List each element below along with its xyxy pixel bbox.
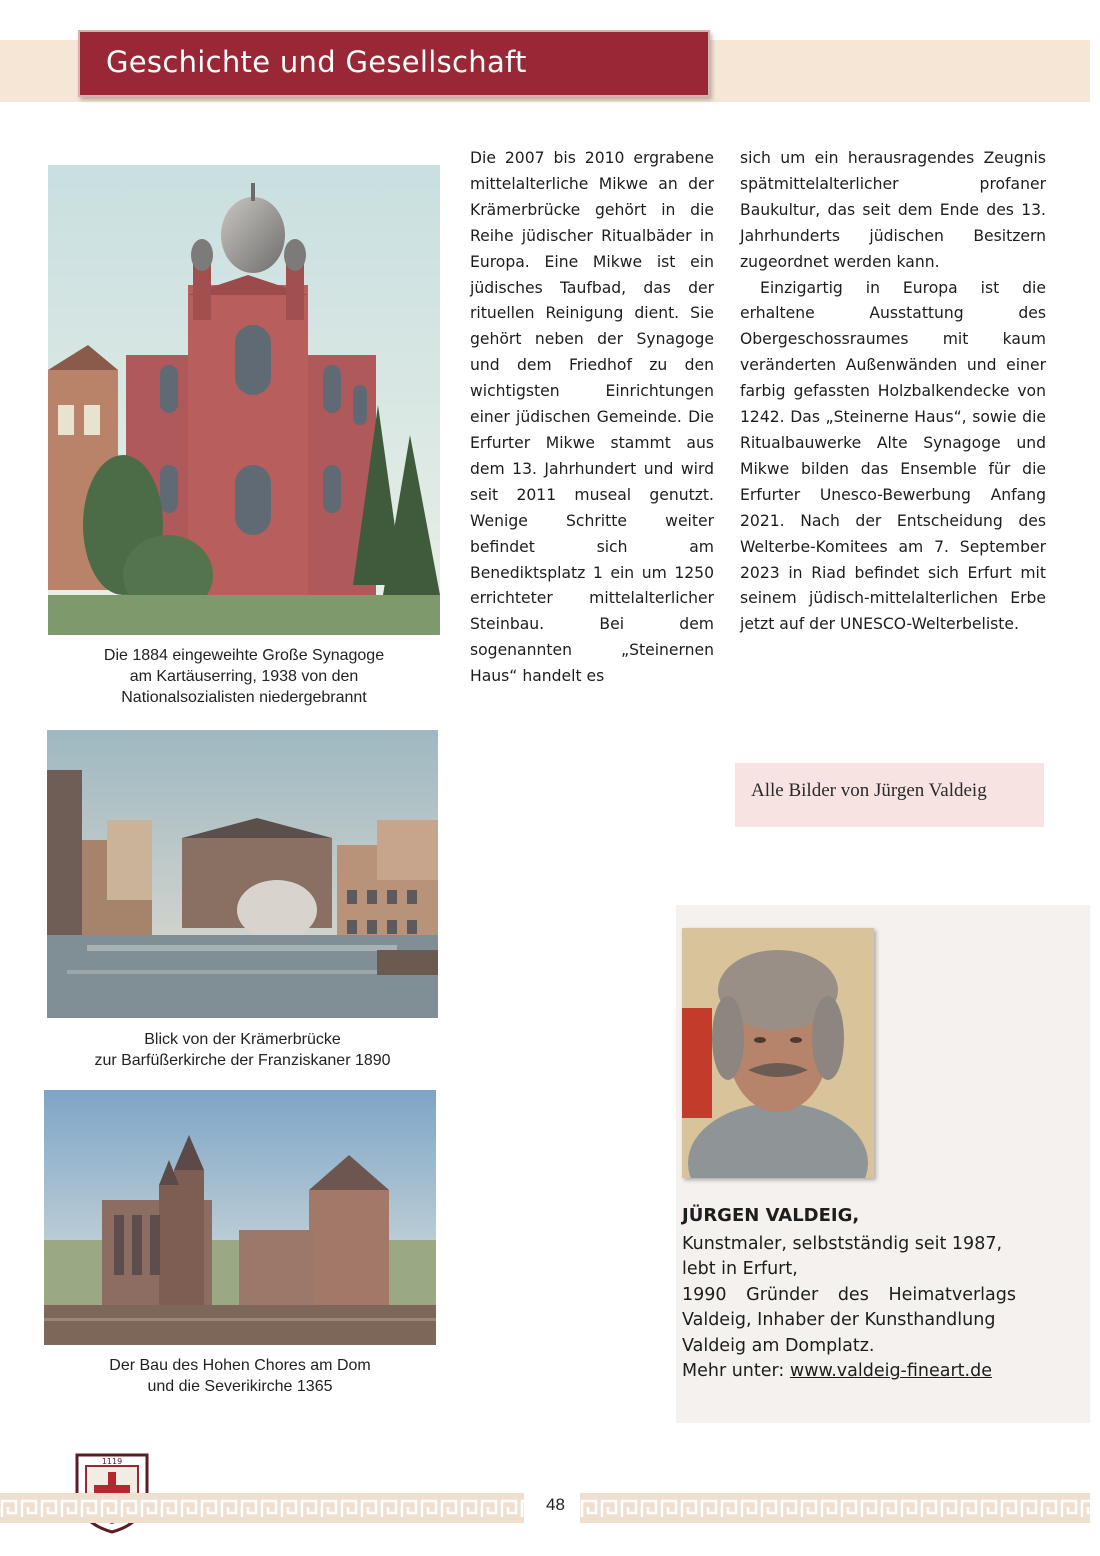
section-title: Geschichte und Gesellschaft	[106, 45, 527, 79]
page-number: 48	[546, 1495, 565, 1514]
bridge-caption: Blick von der Krämerbrücke zur Barfüßerkirche der Franziskaner 1890	[94, 1031, 391, 1069]
article-paragraph-1: Die 2007 bis 2010 ergrabene mittelalterliche Mikwe an der Krämerbrücke gehört in die Reihe jüdischer Ritualbäder in Europa. Eine Mikwe ist ein jüdisches Taufbad, das der rituellen Reinigung dient. Sie gehört neben der Synagoge und dem Friedhof zu den wichtigsten Einrichtungen einer jüdischen Gemeinde. Die Erfurter Mikwe stammt aus dem 13. Jahrhundert und wird seit 2011 museal genutzt. Wenige Schritte weiter befindet sich am Benediktsplatz 1 ein um 1250 errichteter mittelalterlicher Steinbau. Bei dem sogenannten „Steinernen Haus“ handelt es	[470, 149, 714, 686]
footer-ornament-left	[0, 1493, 524, 1523]
artist-name: JÜRGEN VALDEIG,	[682, 1205, 860, 1226]
artist-portrait	[682, 928, 874, 1178]
bridge-painting	[47, 730, 438, 1018]
article-column-2	[740, 146, 1046, 638]
seal-year: 1119	[101, 1457, 123, 1466]
synagogue-painting	[48, 165, 440, 635]
article-paragraph-2: sich um ein herausragendes Zeugnis spätmittelalterlicher profaner Baukultur, das seit dem Ende des 13. Jahrhunderts jüdischen Besitzern zugeordnet werden kann.	[740, 149, 1046, 271]
article-column-1	[470, 146, 714, 690]
image-credit: Alle Bilder von Jürgen Valdeig	[751, 780, 987, 801]
dom-painting	[44, 1090, 436, 1345]
footer-ornament-right	[580, 1493, 1090, 1523]
section-header	[78, 30, 710, 97]
image-credit-box	[735, 763, 1044, 827]
dom-caption: Der Bau des Hohen Chores am Dom und die Severikirche 1365	[109, 1357, 371, 1395]
article-paragraph-3: Einzigartig in Europa ist die erhaltene Ausstattung des Obergeschossraumes mit kaum veränderten Außenwänden und einer farbig gefassten Holzbalkendecke von 1242. Das „Steinerne Haus“, sowie die Ritualbauwerke Alte Synagoge und Mikwe bilden das Ensemble für die Erfurter Unesco-Bewerbung Anfang 2021. Nach der Entscheidung des Welterbe-Komitees am 7. September 2023 in Riad befindet sich Erfurt mit seinem jüdisch-mittelalterlichen Erbe jetzt auf der UNESCO-Welterbeliste.	[740, 278, 1046, 634]
synagogue-caption: Die 1884 eingeweihte Große Synagoge am Kartäuserring, 1938 von den Nationalsozialisten niedergebrannt	[103, 647, 385, 706]
artist-bio: JÜRGEN VALDEIG, Kunstmaler, selbstständig seit 1987, lebt in Erfurt, 1990 Gründer des Heimatverlags Valdeig, Inhaber der Kunsthandlung Valdeig am Domplatz. Mehr unter: www.valdeig-fineart.de	[682, 1205, 1016, 1381]
website-link[interactable]: www.valdeig-fineart.de	[789, 1361, 992, 1381]
